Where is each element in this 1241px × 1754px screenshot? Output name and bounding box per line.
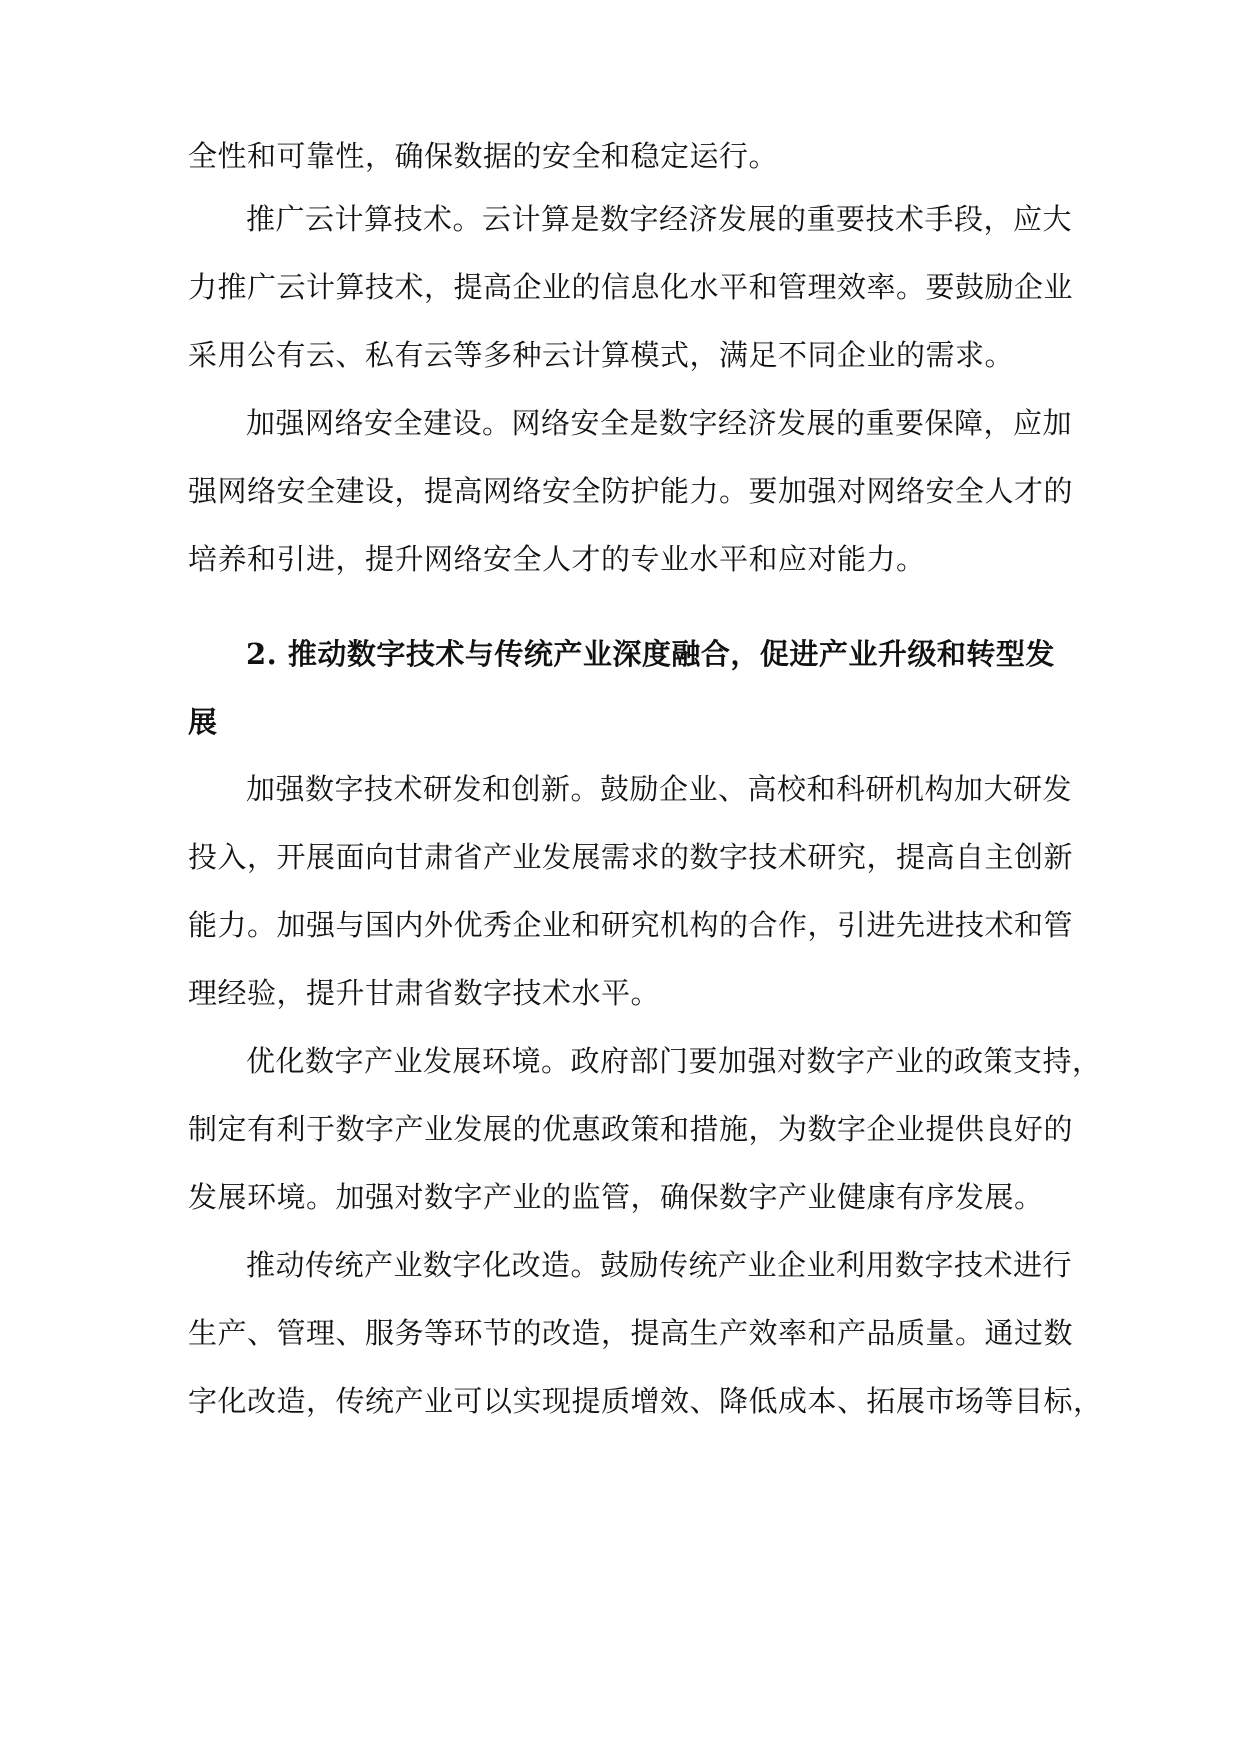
section-heading-line: 展 — [188, 705, 218, 739]
section-heading-line: 2. 推动数字技术与传统产业深度融合，促进产业升级和转型发 — [246, 637, 1055, 671]
body-text-line: 全性和可靠性，确保数据的安全和稳定运行。 — [188, 139, 779, 173]
paragraph-network-security-line: 加强网络安全建设。网络安全是数字经济发展的重要保障，应加 — [246, 406, 1073, 440]
paragraph-cloud-computing-line: 力推广云计算技术，提高企业的信息化水平和管理效率。要鼓励企业 — [188, 270, 1074, 304]
paragraph-rd-innovation-line: 加强数字技术研发和创新。鼓励企业、高校和科研机构加大研发 — [246, 772, 1073, 806]
paragraph-cloud-computing-line: 采用公有云、私有云等多种云计算模式，满足不同企业的需求。 — [188, 338, 1015, 372]
paragraph-rd-innovation-line: 能力。加强与国内外优秀企业和研究机构的合作，引进先进技术和管 — [188, 908, 1074, 942]
paragraph-rd-innovation-line: 理经验，提升甘肃省数字技术水平。 — [188, 976, 661, 1010]
paragraph-rd-innovation-line: 投入，开展面向甘肃省产业发展需求的数字技术研究，提高自主创新 — [188, 840, 1074, 874]
paragraph-network-security-line: 培养和引进，提升网络安全人才的专业水平和应对能力。 — [188, 542, 926, 576]
paragraph-digital-transformation-line: 生产、管理、服务等环节的改造，提高生产效率和产品质量。通过数 — [188, 1316, 1074, 1350]
paragraph-industry-environment-line: 发展环境。加强对数字产业的监管，确保数字产业健康有序发展。 — [188, 1180, 1044, 1214]
paragraph-cloud-computing-line: 推广云计算技术。云计算是数字经济发展的重要技术手段，应大 — [246, 202, 1073, 236]
paragraph-industry-environment-line: 优化数字产业发展环境。政府部门要加强对数字产业的政策支持， — [246, 1044, 1102, 1078]
paragraph-industry-environment-line: 制定有利于数字产业发展的优惠政策和措施，为数字企业提供良好的 — [188, 1112, 1074, 1146]
paragraph-digital-transformation-line: 字化改造，传统产业可以实现提质增效、降低成本、拓展市场等目标， — [188, 1384, 1103, 1418]
paragraph-digital-transformation-line: 推动传统产业数字化改造。鼓励传统产业企业利用数字技术进行 — [246, 1248, 1073, 1282]
paragraph-network-security-line: 强网络安全建设，提高网络安全防护能力。要加强对网络安全人才的 — [188, 474, 1074, 508]
